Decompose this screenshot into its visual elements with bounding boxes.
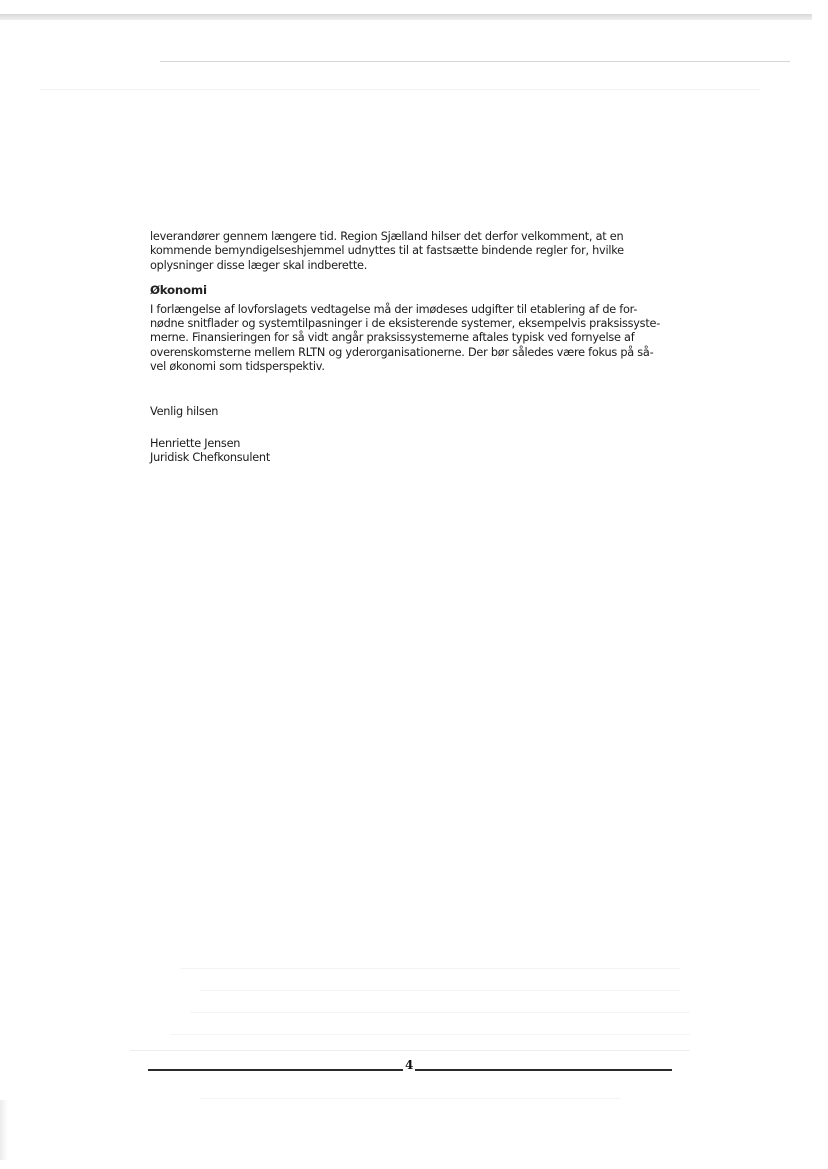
intro-line: leverandører gennem længere tid. Region Sjælland hilser det derfor velkomment, at en: [150, 230, 624, 243]
okonomi-line: I forlængelse af lovforslagets vedtagelse må der imødeses udgifter til etablering af de for-: [150, 302, 638, 316]
page-number: 4: [405, 1058, 414, 1072]
signer-title: Juridisk Chefkonsulent: [150, 451, 271, 465]
closing-greeting: Venlig hilsen: [150, 405, 219, 418]
okonomi-line: nødne snitflader og systemtilpasninger i de eksisterende systemer, eksempelvis praksissyste-: [150, 317, 661, 331]
bleed-through-line: [180, 968, 680, 969]
intro-line: kommende bemyndigelseshjemmel udnyttes til at fastsætte bindende regler for, hvilke: [150, 244, 624, 258]
okonomi-paragraph: [150, 303, 680, 375]
bleed-through-line: [170, 1034, 690, 1035]
header-rule-faint: [40, 89, 760, 90]
signature-block: [150, 437, 270, 466]
okonomi-line: merne. Finansieringen for så vidt angår praksissystemerne aftales typisk ved fornyelse af: [150, 331, 635, 345]
bleed-through-line: [130, 1050, 690, 1051]
signer-name: Henriette Jensen: [150, 437, 241, 450]
header-rule: [160, 61, 790, 62]
okonomi-line: overenskomsterne mellem RLTN og yderorganisationerne. Der bør således være fokus på så-: [150, 345, 654, 359]
section-heading-okonomi: Økonomi: [150, 283, 207, 298]
bleed-through-line: [190, 1012, 690, 1013]
okonomi-line: vel økonomi som tidsperspektiv.: [150, 360, 325, 374]
bleed-through-line: [200, 1098, 620, 1099]
bleed-through-line: [200, 990, 680, 991]
scan-edge-shadow: [0, 1100, 8, 1160]
scan-edge-shadow: [0, 14, 812, 20]
intro-line: oplysninger disse læger skal indberette.: [150, 258, 368, 272]
intro-paragraph: [150, 230, 680, 273]
letter-body: [150, 230, 680, 375]
